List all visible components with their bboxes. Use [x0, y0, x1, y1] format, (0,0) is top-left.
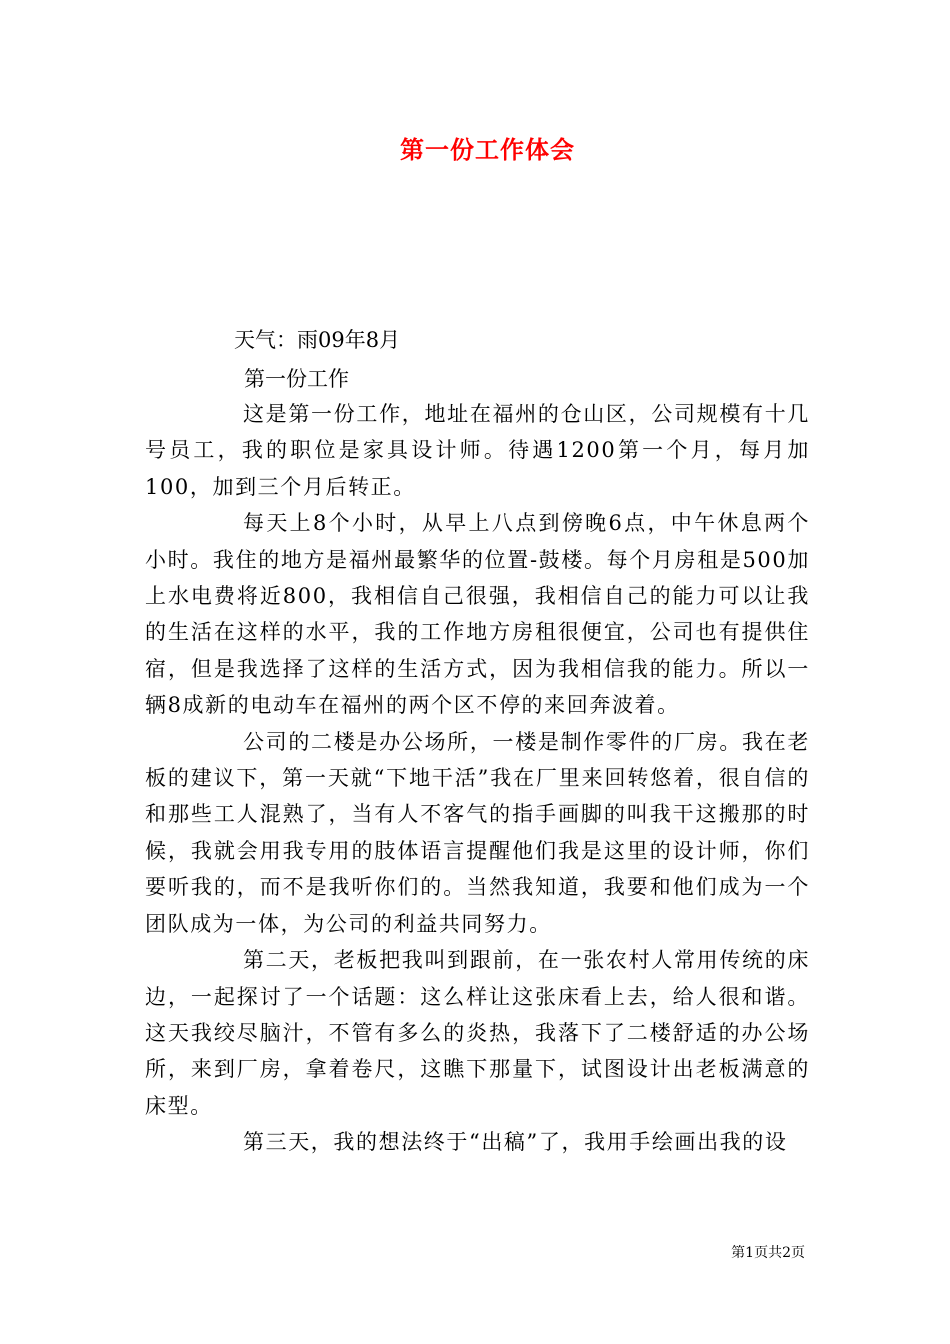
document-body: [145, 396, 810, 1161]
paragraph: 公司的二楼是办公场所，一楼是制作零件的厂房。我在老板的建议下，第一天就“下地干活”我在厂里来回转悠着，很自信的和那些工人混熟了，当有人不客气的指手画脚的叫我干这搬那的时候，我就会用我专用的肢体语言提醒他们我是这里的设计师，你们要听我的，而不是我听你们的。当然我知道，我要和他们成为一个团队成为一体，为公司的利益共同努力。: [145, 729, 810, 936]
paragraph: 第二天，老板把我叫到跟前，在一张农村人常用传统的床边，一起探讨了一个话题：这么样让这张床看上去，给人很和谐。这天我绞尽脑汁，不管有多么的炎热，我落下了二楼舒适的办公场所，来到厂房，拿着卷尺，这瞧下那量下，试图设计出老板满意的床型。: [145, 948, 810, 1118]
paragraph: 第三天，我的想法终于“出稿”了，我用手绘画出我的设: [243, 1130, 788, 1155]
document-title: 第一份工作体会: [400, 135, 575, 164]
page-number: 第1页共2页: [731, 1245, 805, 1261]
document-subtitle: 第一份工作: [244, 367, 349, 391]
paragraph: 每天上8个小时，从早上八点到傍晚6点，中午休息两个小时。我住的地方是福州最繁华的位置-鼓楼。每个月房租是500加上水电费将近800，我相信自己很强，我相信自己的能力可以让我的生活在这样的水平，我的工作地方房租很便宜，公司也有提供住宿，但是我选择了这样的生活方式，因为我相信我的能力。所以一辆8成新的电动车在福州的两个区不停的来回奔波着。: [145, 511, 810, 718]
paragraph: 这是第一份工作，地址在福州的仓山区，公司规模有十几号员工，我的职位是家具设计师。待遇1200第一个月，每月加100，加到三个月后转正。: [145, 402, 810, 499]
weather-line: 天气：雨09年8月: [234, 328, 401, 352]
